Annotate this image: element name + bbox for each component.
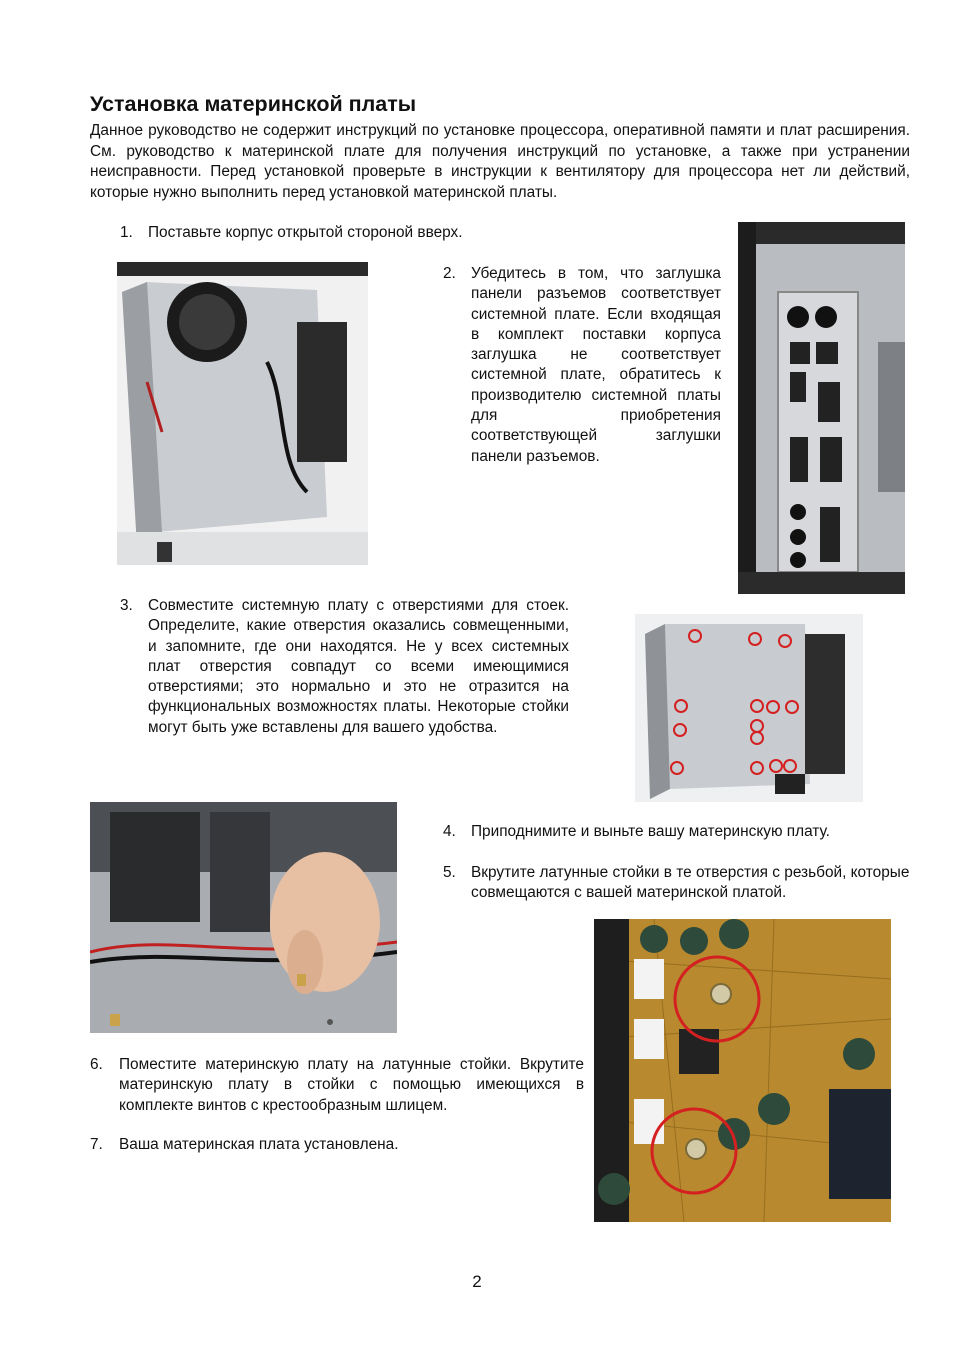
page-title: Установка материнской платы [90,92,417,116]
step-text: Ваша материнская плата установлена. [119,1136,399,1153]
step-text: Поставьте корпус открытой стороной вверх. [148,224,463,241]
step-number: 4. [443,823,456,840]
step-6 [90,1055,584,1116]
step-text: Поместите материнскую плату на латунные стойки. Вкрутите материнскую плату в стойки с помощью имеющихся в комплекте винтов с крестообразным шлицем. [119,1056,584,1114]
standoff-holes-photo [635,614,863,802]
step-5 [443,863,913,904]
motherboard-screws-photo [594,919,891,1222]
intro-paragraph: Данное руководство не содержит инструкций по установке процессора, оперативной памяти и плат расширения. См. руководство к материнской плате для получения инструкций по установке, а также при устранении неисправности. Перед установкой проверьте в инструкции к вентилятору для процессора нет ли действий, которые нужно выполнить перед установкой материнской платы. [90,122,910,201]
open-case-photo [117,262,368,565]
step-number: 7. [90,1136,103,1153]
step-3 [120,596,569,738]
step-text: Совместите системную плату с отверстиями для стоек. Определите, какие отверстия оказались совмещенными, и запомните, где они находятся. Не у всех системных плат отверстия совпадут со всеми имеющимися отверстиями; это нормально и это не отразится на функциональных возможностях платы. Некоторые стойки могут быть уже вставлены для вашего удобства. [148,597,569,736]
step-text: Убедитесь в том, что заглушка панели разъемов соответствует системной плате. Если входящая в комплект поставки корпуса заглушка не соответствует системной плате, обратитесь к производителю системной платы для приобретения соответствующей заглушки панели разъемов. [471,265,721,465]
step-number: 6. [90,1056,103,1073]
hand-standoff-photo [90,802,397,1033]
step-number: 3. [120,597,133,614]
step-7 [90,1135,584,1155]
page-number: 2 [472,1272,482,1291]
step-4 [443,822,913,842]
step-number: 1. [120,224,133,241]
step-text: Вкрутите латунные стойки в те отверстия с резьбой, которые совмещаются с вашей материнской платой. [471,864,910,902]
step-text: Приподнимите и выньте вашу материнскую плату. [471,823,830,840]
step-number: 2. [443,265,456,282]
step-1 [120,223,540,243]
step-2 [443,264,721,467]
step-number: 5. [443,864,456,881]
io-shield-photo [738,222,905,594]
